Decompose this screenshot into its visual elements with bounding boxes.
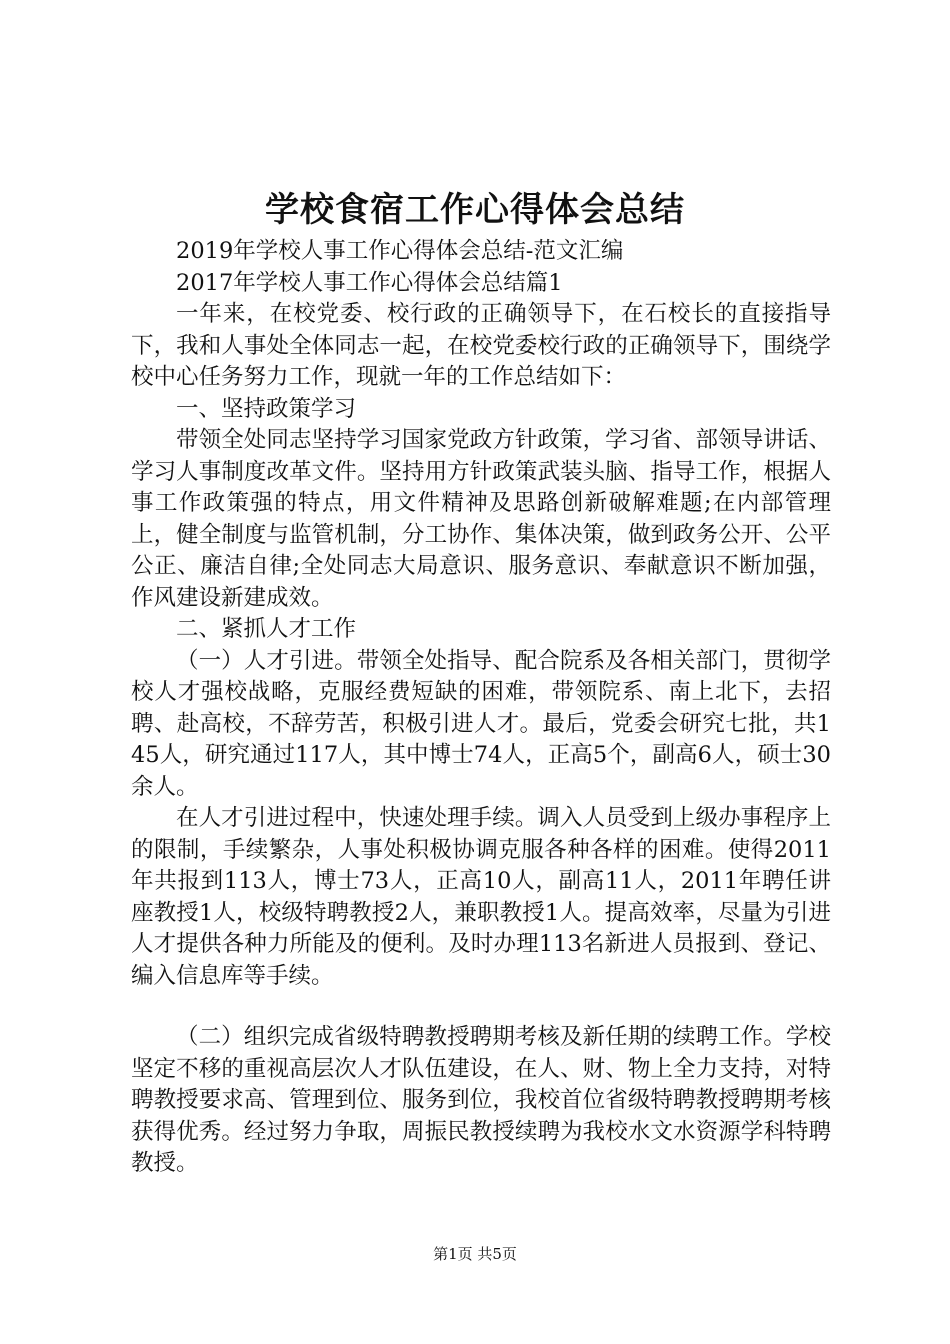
section-heading-policy-study: 一、坚持政策学习	[176, 395, 357, 422]
paragraph-subtitle-2017: 2017年学校人事工作心得体会总结篇1	[176, 269, 563, 296]
paragraph-policy-study: 带领全处同志坚持学习国家党政方针政策，学习省、部领导讲话、学习人事制度改革文件。坚持用方针政策武装头脑、指导工作，根据人事工作政策强的特点，用文件精神及思路创新破解难题;在内部管理上，健全制度与监管机制，分工协作、集体决策，做到政务公开、公平公正、廉洁自律;全处同志大局意识、服务意识、奉献意识不断加强，作风建设新建成效。	[131, 427, 831, 611]
paragraph-distinguished-professor: （二）组织完成省级特聘教授聘期考核及新任期的续聘工作。学校坚定不移的重视高层次人才队伍建设，在人、财、物上全力支持，对特聘教授要求高、管理到位、服务到位，我校首位省级特聘教授聘期考核获得优秀。经过努力争取，周振民教授续聘为我校水文水资源学科特聘教授。	[131, 1024, 831, 1176]
page-footer: 第1页 共5页	[433, 1245, 517, 1263]
paragraph-subtitle-2019: 2019年学校人事工作心得体会总结-范文汇编	[176, 238, 624, 264]
document-body	[131, 236, 831, 1180]
document-title: 学校食宿工作心得体会总结	[265, 190, 685, 230]
section-heading-talent-work: 二、紧抓人才工作	[176, 616, 357, 642]
paragraph-talent-introduction: （一）人才引进。带领全处指导、配合院系及各相关部门，贯彻学校人才强校战略，克服经费短缺的困难，带领院系、南上北下，去招聘、赴高校，不辞劳苦，积极引进人才。最后，党委会研究七批，共145人，研究通过117人，其中博士74人，正高5个，副高6人，硕士30余人。	[131, 647, 831, 800]
paragraph-intro: 一年来，在校党委、校行政的正确领导下，在石校长的直接指导下，我和人事处全体同志一起，在校党委校行政的正确领导下，围绕学校中心任务努力工作，现就一年的工作总结如下：	[131, 301, 831, 390]
paragraph-talent-procedures: 在人才引进过程中，快速处理手续。调入人员受到上级办事程序上的限制，手续繁杂，人事处积极协调克服各种各样的困难。使得2011年共报到113人，博士73人，正高10人，副高11人，2011年聘任讲座教授1人，校级特聘教授2人，兼职教授1人。提高效率，尽量为引进人才提供各种力所能及的便利。及时办理113名新进人员报到、登记、编入信息库等手续。	[131, 805, 831, 989]
